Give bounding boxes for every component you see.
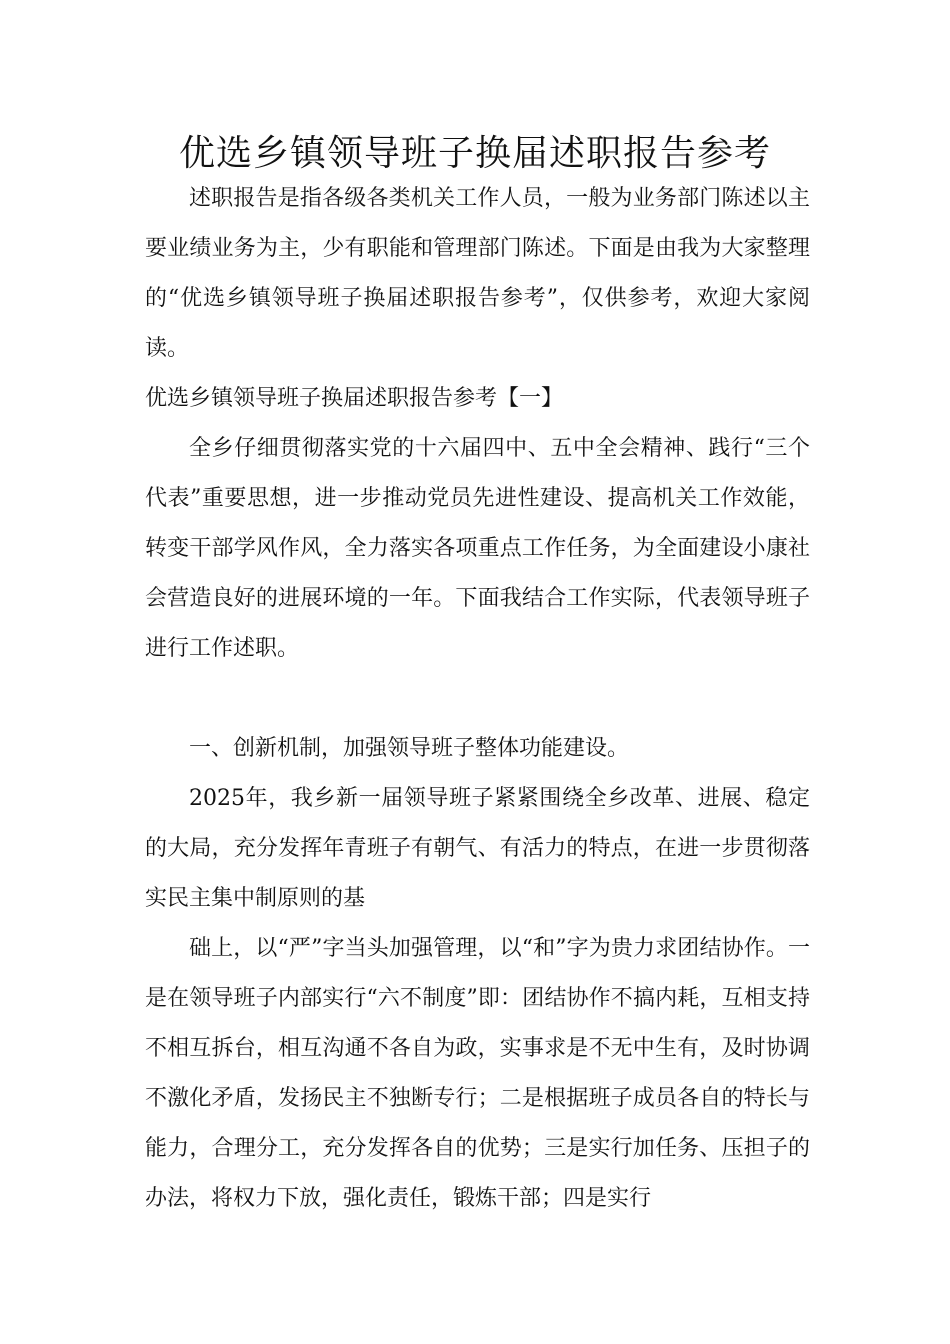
subsection-heading: 一、创新机制，加强领导班子整体功能建设。 — [189, 736, 630, 761]
section-heading: 优选乡镇领导班子换届述职报告参考【一】 — [145, 386, 564, 411]
document-body — [145, 174, 810, 1224]
blank-line — [145, 674, 810, 724]
body-paragraph: 全乡仔细贯彻落实党的十六届四中、五中全会精神、践行“三个代表”重要思想，进一步推动党员先进性建设、提高机关工作效能，转变干部学风作风，全力落实各项重点工作任务，为全面建设小康社会营造良好的进展环境的一年。下面我结合工作实际，代表领导班子进行工作述职。 — [145, 436, 810, 661]
body-paragraph: 2025年，我乡新一届领导班子紧紧围绕全乡改革、进展、稳定的大局，充分发挥年青班子有朝气、有活力的特点，在进一步贯彻落实民主集中制原则的基 — [145, 786, 810, 911]
body-paragraph: 础上，以“严”字当头加强管理，以“和”字为贵力求团结协作。一是在领导班子内部实行“六不制度”即：团结协作不搞内耗，互相支持不相互拆台，相互沟通不各自为政，实事求是不无中生有，及时协调不激化矛盾，发扬民主不独断专行；二是根据班子成员各自的特长与能力，合理分工，充分发挥各自的优势；三是实行加任务、压担子的办法，将权力下放，强化责任，锻炼干部；四是实行 — [145, 936, 810, 1211]
intro-paragraph: 述职报告是指各级各类机关工作人员，一般为业务部门陈述以主要业绩业务为主，少有职能和管理部门陈述。下面是由我为大家整理的“优选乡镇领导班子换届述职报告参考”，仅供参考，欢迎大家阅读。 — [145, 186, 810, 361]
document-title: 优选乡镇领导班子换届述职报告参考 — [178, 133, 771, 174]
